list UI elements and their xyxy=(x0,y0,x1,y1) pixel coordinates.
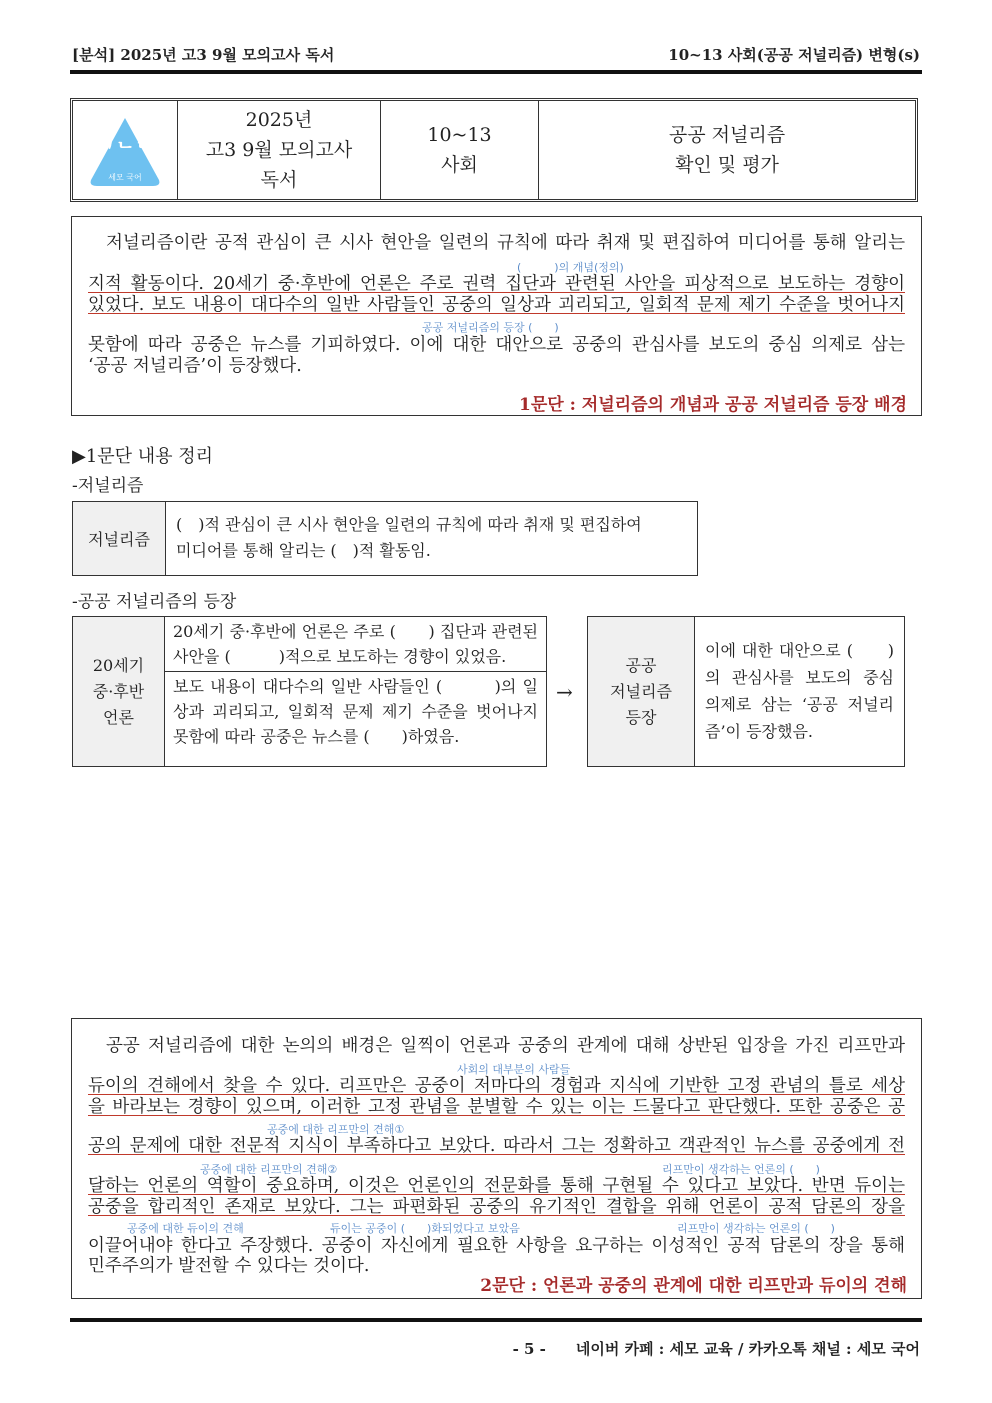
passage-line: 공중을 합리적인 존재로 보았다. 그는 파편화된 공중의 유기적인 결합을 위해 언론이 공적 담론의 장을 xyxy=(88,1197,905,1217)
passage-2 xyxy=(71,1018,922,1299)
passage-line: 민주주의가 발전할 수 있다는 것이다. xyxy=(88,1256,370,1276)
head-line: 20세기 xyxy=(92,655,145,675)
passage-line: 공의 문제에 대한 전문적 지식이 부족하다고 보았다. 따라서 그는 정확하고 객관적인 뉴스를 공중에게 전 xyxy=(88,1136,905,1156)
subject-line-1: 10~13 xyxy=(427,124,492,146)
semo-logo-icon xyxy=(87,110,163,190)
passage-line: 을 바라보는 경향이 있으며, 이러한 고정 관념을 분별할 수 있는 이는 드물다고 판단했다. 또한 공중은 공 xyxy=(88,1097,905,1117)
logo-cell xyxy=(73,101,178,199)
passage-line: 있었다. 보도 내용이 대다수의 일반 사람들인 공중의 일상과 괴리되고, 일회적 문제 제기 수준을 벗어나지 xyxy=(88,295,905,315)
year-line-1: 2025년 xyxy=(245,109,313,131)
exam-info-cell xyxy=(178,101,381,199)
annotation-note: 리프만이 생각하는 언론의 ( ) xyxy=(662,1163,820,1176)
logo-text: 세모 국어 xyxy=(108,173,142,182)
year-line-3: 독서 xyxy=(260,169,298,191)
passage-line: 지적 활동이다. 20세기 중·후반에 언론은 주로 권력 집단과 관련된 사안을 피상적으로 보도하는 경향이 xyxy=(88,274,905,294)
background-row-2: 보도 내용이 대다수의 일반 사람들인 ( )의 일상과 괴리되고, 일회적 문제 제기 수준을 벗어나지 못함에 따라 공중은 뉴스를 ( )하였음. xyxy=(165,671,546,751)
title-cell xyxy=(539,101,915,199)
passage-line: 공공 저널리즘에 대한 논의의 배경은 일찍이 언론과 공중의 관계에 대해 상반된 입장을 가진 리프만과 xyxy=(106,1036,905,1056)
subsection-label: -저널리즘 xyxy=(72,476,144,496)
head-line: 저널리즘 xyxy=(610,681,672,701)
background-table xyxy=(72,616,547,767)
head-line: 공공 xyxy=(625,655,657,675)
year-line-2: 고3 9월 모의고사 xyxy=(205,139,353,161)
background-row-1: 20세기 중·후반에 언론은 주로 ( ) 집단과 관련된 사안을 ( )적으로 보도하는 경향이 있었음. xyxy=(173,622,538,666)
header-divider xyxy=(70,70,922,74)
subsection-label: -공공 저널리즘의 등장 xyxy=(72,592,237,612)
title-line-1: 공공 저널리즘 xyxy=(668,124,786,146)
title-box xyxy=(70,98,918,202)
definition-head: 저널리즘 xyxy=(73,502,166,575)
passage-line: 이끌어내야 한다고 주장했다. 공중이 자신에게 필요한 사항을 요구하는 이성적인 공적 담론의 장을 통해 xyxy=(88,1236,905,1256)
passage-1 xyxy=(71,216,922,416)
passage-line: 달하는 언론의 역할이 중요하며, 이것은 언론인의 전문화를 통해 구현될 수 있다고 보았다. 반면 듀이는 xyxy=(88,1176,905,1196)
footer-divider xyxy=(70,1318,922,1322)
header-left: [분석] 2025년 고3 9월 모의고사 독서 xyxy=(72,46,335,64)
background-body xyxy=(165,617,546,766)
passage-line: 저널리즘이란 공적 관심이 큰 시사 현안을 일련의 규칙에 따라 취재 및 편집하여 미디어를 통해 알리는 xyxy=(106,233,905,253)
definition-line-2: 미디어를 통해 알리는 ( )적 활동임. xyxy=(176,541,431,560)
annotation-note: ( )의 개념(정의) xyxy=(517,261,624,274)
background-head xyxy=(73,617,165,766)
passage-line: 듀이의 견해에서 찾을 수 있다. 리프만은 공중이 저마다의 경험과 지식에 기반한 고정 관념의 틀로 세상 xyxy=(88,1076,905,1096)
definition-line-1: ( )적 관심이 큰 시사 현안을 일련의 규칙에 따라 취재 및 편집하여 xyxy=(176,515,642,534)
paragraph-summary: 1문단 : 저널리즘의 개념과 공공 저널리즘 등장 배경 xyxy=(519,395,907,415)
head-line: 중·후반 xyxy=(92,681,145,701)
right-arrow-icon: → xyxy=(556,680,573,704)
paragraph-summary: 2문단 : 언론과 공중의 관계에 대한 리프만과 듀이의 견해 xyxy=(480,1276,907,1296)
definition-body xyxy=(166,502,697,575)
subject-line-2: 사회 xyxy=(441,154,478,176)
emergence-table xyxy=(587,616,905,767)
passage-line: ‘공공 저널리즘’이 등장했다. xyxy=(88,356,302,376)
annotation-note: 리프만이 생각하는 언론의 ( ) xyxy=(677,1222,835,1235)
subject-cell xyxy=(381,101,539,199)
emergence-head xyxy=(588,617,695,766)
annotation-note: 사회의 대부분의 사람들 xyxy=(457,1063,571,1076)
svg-text:ᄀᄂᄃ: ᄀᄂᄃ xyxy=(96,139,154,163)
annotation-note: 공중에 대한 리프만의 견해① xyxy=(267,1123,405,1136)
footer-text: - 5 - 네이버 카페 : 세모 교육 / 카카오톡 채널 : 세모 국어 xyxy=(512,1340,920,1358)
annotation-note: 공공 저널리즘의 등장 ( ) xyxy=(422,321,559,334)
head-line: 등장 xyxy=(625,707,657,727)
annotation-note: 공중에 대한 듀이의 견해 xyxy=(127,1222,244,1235)
passage-line: 못함에 따라 공중은 뉴스를 기피하였다. 이에 대한 대안으로 공중의 관심사를 보도의 중심 의제로 삼는 xyxy=(88,335,905,355)
annotation-note: 공중에 대한 리프만의 견해② xyxy=(200,1163,338,1176)
section-title: ▶1문단 내용 정리 xyxy=(72,446,214,467)
emergence-body: 이에 대한 대안으로 ( )의 관심사를 보도의 중심 의제로 삼는 ‘공공 저널리즘’이 등장했음. xyxy=(705,641,894,741)
definition-table xyxy=(72,501,698,576)
header-right: 10~13 사회(공공 저널리즘) 변형(s) xyxy=(668,46,920,64)
title-line-2: 확인 및 평가 xyxy=(675,154,779,176)
head-line: 언론 xyxy=(103,707,134,727)
annotation-note: 듀이는 공중이 ( )화되었다고 보았음 xyxy=(330,1222,520,1235)
